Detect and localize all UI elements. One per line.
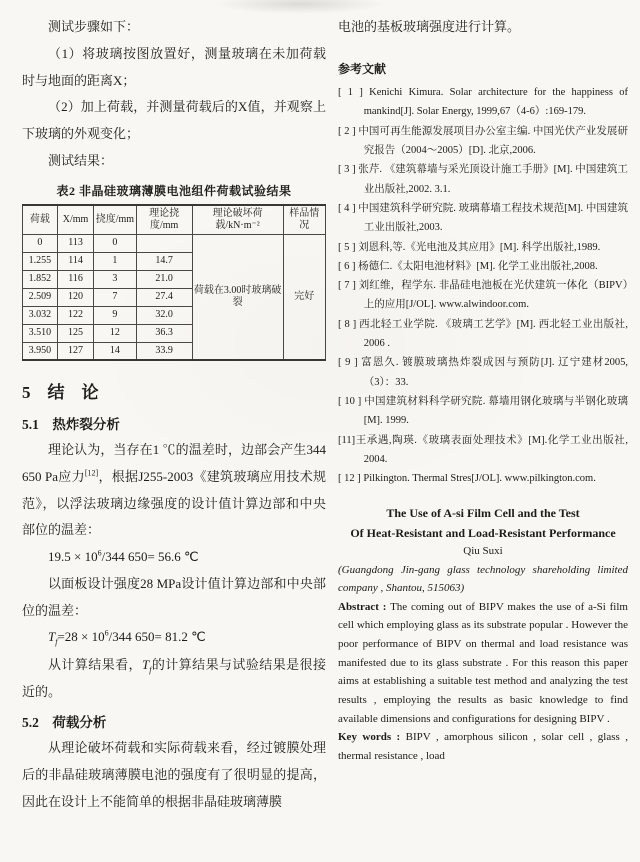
section-5-2-heading: 5.2 荷载分析 — [22, 715, 107, 731]
variable-T: T — [48, 629, 56, 645]
test-step-1: （1）将玻璃按图放置好，测量玻璃在未加荷载时与地面的距离X； — [22, 45, 326, 88]
left-column — [22, 14, 326, 862]
reference-text: 中国可再生能源发展项目办公室主编. 中国光伏产业发展研究报告（2004～2005）[D]. 北京,2006. — [358, 125, 629, 156]
reference-item-2 — [338, 122, 628, 161]
exponent: 6 — [97, 548, 102, 558]
paragraph-text: 理论认为，当存在1 ℃的温差时，边部会产生344 650 Pa应力 — [22, 442, 326, 484]
continuation-paragraph: 电池的基板玻璃强度进行计算。 — [338, 19, 521, 34]
test-steps-intro: 测试步骤如下： — [48, 19, 140, 34]
table-cell: 21.0 — [136, 270, 192, 288]
reference-item-5 — [338, 238, 628, 257]
table-cell: 3.032 — [23, 306, 58, 324]
sample-status-cell: 完好 — [283, 234, 325, 360]
thermal-analysis-paragraph — [22, 437, 326, 544]
failure-note-cell: 荷载在3.00时玻璃破裂 — [192, 234, 283, 360]
table-cell: 125 — [57, 324, 93, 342]
table-cell: 3.950 — [23, 342, 58, 360]
table-cell: 14 — [94, 342, 136, 360]
affiliation: (Guangdong Jin-gang glass technology shareholding limited company , Shantou, 515063) — [338, 563, 628, 594]
reference-text: 刘恩科,等.《光电池及其应用》[M]. 科学出版社,1989. — [358, 241, 601, 253]
table-cell: 1 — [94, 252, 136, 270]
references-list — [338, 83, 628, 489]
table-cell: 114 — [57, 252, 93, 270]
table-cell: 12 — [94, 324, 136, 342]
formula-text: /344 650= 56.6 ℃ — [101, 549, 199, 565]
paragraph-text: 从计算结果看， — [48, 656, 142, 672]
table-cell: 0 — [23, 234, 58, 252]
reference-text: 西北轻工业学院. 《玻璃工艺学》[M]. 西北轻工业出版社, 2006 . — [359, 318, 628, 350]
table-cell: 14.7 — [136, 252, 192, 270]
reference-item-3 — [338, 160, 628, 199]
paragraph-text: ，根据J255-2003《建筑玻璃应用技术规范》，以浮法玻璃边缘强度的设计值计算边部和中央部位的温差： — [22, 468, 326, 538]
table-cell — [136, 234, 192, 252]
abstract-text: The coming out of BIPV makes the use of a-Si film cell which employing glass as its substrate popular . However the poor performance of BIPV on thermal and load resistance was manifested due to its glass substrate . For this reason this paper aims at establishing a suitable test method and analyzing the test results , employing the results as basic knowledge to find available dimensions and configurations for designing BIPV . — [338, 600, 628, 725]
citation-superscript: [12] — [84, 468, 99, 478]
reference-item-10 — [338, 392, 628, 431]
reference-number: [11] — [338, 434, 356, 446]
subscript-f: f — [149, 665, 152, 675]
column-header-x: X/mm — [57, 205, 93, 235]
reference-number: [ 10 ] — [338, 396, 365, 407]
table-cell: 32.0 — [136, 306, 192, 324]
table-cell: 7 — [94, 288, 136, 306]
reference-item-7 — [338, 276, 628, 315]
abstract-paragraph — [338, 598, 628, 729]
column-header-theoretical-deflection: 理论挠度/mm — [136, 205, 192, 235]
reference-text: 中国建筑材料科学研究院. 幕墙用钢化玻璃与半钢化玻璃[M]. 1999. — [363, 396, 629, 427]
reference-number: [ 1 ] — [338, 87, 370, 98]
formula-text: /344 650= 81.2 ℃ — [108, 629, 206, 645]
reference-text: 刘红维，程学东. 非晶硅电池板在光伏建筑一体化（BIPV）上的应用[J/OL]. www.alwindoor.com. — [358, 280, 629, 311]
reference-item-12 — [338, 469, 628, 488]
test-results-label: 测试结果： — [48, 152, 114, 168]
table-cell: 36.3 — [136, 324, 192, 342]
reference-item-4 — [338, 199, 628, 238]
column-header-theoretical-failure-load: 理论破坏荷载/kN·m⁻² — [192, 205, 283, 235]
load-analysis-paragraph: 从理论破坏荷载和实际荷载来看，经过镀膜处理后的非晶硅玻璃薄膜电池的强度有了很明显的提高，因此在设计上不能简单的根据非晶硅玻璃薄膜 — [22, 740, 326, 809]
column-header-load: 荷载 — [23, 205, 58, 235]
references-heading: 参考文献 — [338, 62, 387, 76]
reference-number: [ 6 ] — [338, 260, 359, 272]
reference-number: [ 8 ] — [338, 318, 360, 330]
reference-text: 王承遇,陶瑛.《玻璃表面处理技术》[M].化学工业出版社, 2004. — [355, 434, 628, 465]
reference-text: Kenichi Kimura. Solar architecture for the happiness of mankind[J]. Solar Energy, 1999,67（4-6）:169-179. — [363, 87, 628, 118]
formula-text: 19.5 × 10 — [48, 549, 98, 565]
table-caption: 表2 非晶硅玻璃薄膜电池组件荷载试验结果 — [56, 183, 292, 198]
formula-text: =28 × 10 — [57, 629, 105, 645]
table-cell: 3 — [94, 270, 136, 288]
reference-text: 富恩久. 镀膜玻璃热炸裂成因与预防[J]. 辽宁建材2005,（3）：33. — [361, 357, 628, 388]
abstract-label: Abstract : — [338, 600, 387, 613]
column-header-sample-condition: 样品情况 — [283, 205, 325, 235]
reference-text: 中国建筑科学研究院. 玻璃幕墙工程技术规范[M]. 中国建筑工业出版社,2003. — [358, 202, 628, 234]
formula-edge-temperature — [22, 544, 326, 571]
section-5-1-heading: 5.1 热炸裂分析 — [22, 417, 120, 433]
panel-strength-paragraph: 以面板设计强度28 MPa设计值计算边部和中央部位的温差： — [22, 575, 326, 618]
reference-number: [ 4 ] — [338, 202, 359, 214]
reference-number: [ 5 ] — [338, 241, 359, 253]
table-cell: 120 — [57, 288, 93, 306]
table-cell: 122 — [57, 306, 93, 324]
reference-text: 张芹. 《建筑幕墙与采光顶设计施工手册》[M]. 中国建筑工业出版社,2002. 3.1. — [358, 164, 628, 195]
comparison-paragraph — [22, 652, 326, 706]
table-cell: 33.9 — [136, 342, 192, 360]
reference-item-8 — [338, 315, 628, 354]
author-name: Qiu Suxi — [463, 545, 503, 558]
reference-number: [ 7 ] — [338, 280, 359, 292]
load-test-table — [22, 204, 326, 362]
table-cell: 9 — [94, 306, 136, 324]
table-cell: 3.510 — [23, 324, 58, 342]
reference-text: Pilkington. Thermal Stres[J/OL]. www.pilkington.com. — [363, 473, 596, 485]
paragraph-text: 的计算结果与试验结果是很接近的。 — [22, 656, 326, 699]
table-cell: 116 — [57, 270, 93, 288]
reference-number: [ 9 ] — [338, 357, 362, 369]
reference-item-1 — [338, 83, 628, 122]
reference-number: [ 2 ] — [338, 125, 359, 137]
formula-tf-temperature — [22, 624, 326, 651]
test-step-2: （2）加上荷载，并测量荷载后的X值，并观察上下玻璃的外观变化； — [22, 99, 326, 142]
table-cell: 2.509 — [23, 288, 58, 306]
keywords-text: BIPV , amorphous silicon , solar cell , glass , thermal resistance , load — [338, 731, 629, 763]
table-cell: 127 — [57, 342, 93, 360]
table-cell: 113 — [57, 234, 93, 252]
keywords-label: Key words : — [338, 731, 401, 744]
table-cell: 27.4 — [136, 288, 192, 306]
reference-number: [ 12 ] — [338, 473, 364, 485]
table-cell: 0 — [94, 234, 136, 252]
variable-T: T — [141, 656, 150, 672]
reference-number: [ 3 ] — [338, 164, 359, 176]
english-title-line-2: Of Heat-Resistant and Load-Resistant Performance — [350, 525, 616, 540]
reference-item-6 — [338, 257, 628, 276]
table-cell: 1.255 — [23, 252, 58, 270]
table-header-row — [23, 205, 326, 235]
keywords-paragraph — [338, 728, 628, 765]
table-row — [23, 234, 326, 252]
reference-text: 杨德仁.《太阳电池材料》[M]. 化学工业出版社,2008. — [358, 260, 598, 272]
subscript-f: f — [55, 638, 58, 648]
table-cell: 1.852 — [23, 270, 58, 288]
section-5-heading: 5 结 论 — [22, 383, 99, 403]
reference-item-11 — [338, 431, 628, 470]
right-column — [338, 14, 628, 862]
english-abstract-block — [338, 503, 628, 766]
reference-item-9 — [338, 353, 628, 392]
english-title-line-1: The Use of A-si Film Cell and the Test — [386, 505, 580, 520]
column-header-deflection: 挠度/mm — [94, 205, 136, 235]
exponent: 6 — [104, 629, 109, 639]
